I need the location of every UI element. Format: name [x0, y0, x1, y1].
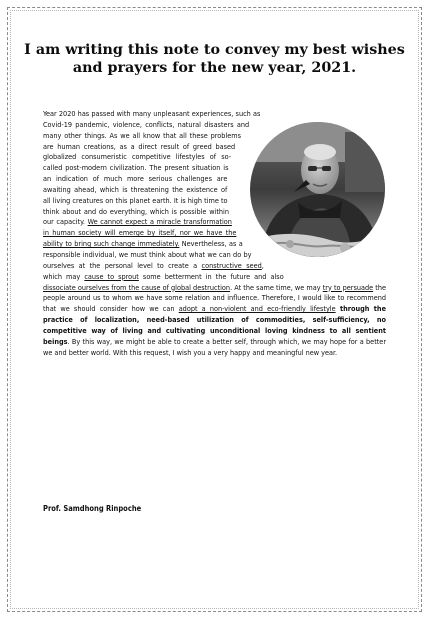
- body-sentence-2: Nevertheless, as a responsible individual, we must think about what we can do by ourselves at the personal level to create a: [43, 239, 252, 270]
- body-underline-4: dissociate ourselves from the cause of global destruction: [43, 282, 231, 292]
- body-underline-2: constructive seed: [201, 260, 262, 270]
- body-sentence-3: , which may: [43, 260, 264, 281]
- body-underline-3: cause to sprout: [84, 271, 139, 281]
- body-sentence-5: . At the same time, we may: [230, 282, 323, 292]
- body-bold-1: through the practice of localization, need-based utilization of commodities, self-sufficiency, no competitive way of living and cultivating unconditional loving kindness to all sentient beings: [43, 304, 386, 346]
- letter-body: [43, 109, 386, 358]
- body-sentence-6: the people around us to whom we have some relation and influence. Therefore, I would like to recommend that we should consider how we can: [43, 282, 386, 314]
- body-underline-6: adopt a non-violent and eco-friendly lifestyle: [178, 304, 336, 314]
- page-title: I am writing this note to convey my best wishes and prayers for the new year, 2021.: [24, 42, 405, 76]
- body-underline-5: try to persuade: [322, 282, 374, 292]
- portrait-photo-icon: [250, 122, 385, 257]
- photo-float: [222, 109, 386, 299]
- body-underline-1: We cannot expect a miracle transformation in human society will emerge by itself, nor we have the ability to bring such change immediately.: [43, 217, 237, 249]
- signature: Prof. Samdhong Rinpoche: [43, 504, 142, 513]
- body-sentence-1: Year 2020 has passed with many unpleasant experiences, such as Covid-19 pandemic, violence, conflicts, natural disasters and many other things. As we all know that all these problems are human creations, as a direct result of greed based globalized consumeristic competitive lifestyles of so-called post-modern civilization. The present situation is an indication of much more serious challenges are awaiting ahead, which is threatening the existence of all living creatures on this planet earth. It is high time to think about and do everything, which is possible within our capacity.: [43, 109, 261, 227]
- body-sentence-4: some betterment in the future and also: [138, 271, 284, 281]
- portrait-photo: [250, 122, 385, 257]
- body-sentence-7: . By this way, we might be able to create a better self, through which, we may hope for a better we and better world. With this request, I wish you a very happy and meaningful new year.: [43, 336, 386, 357]
